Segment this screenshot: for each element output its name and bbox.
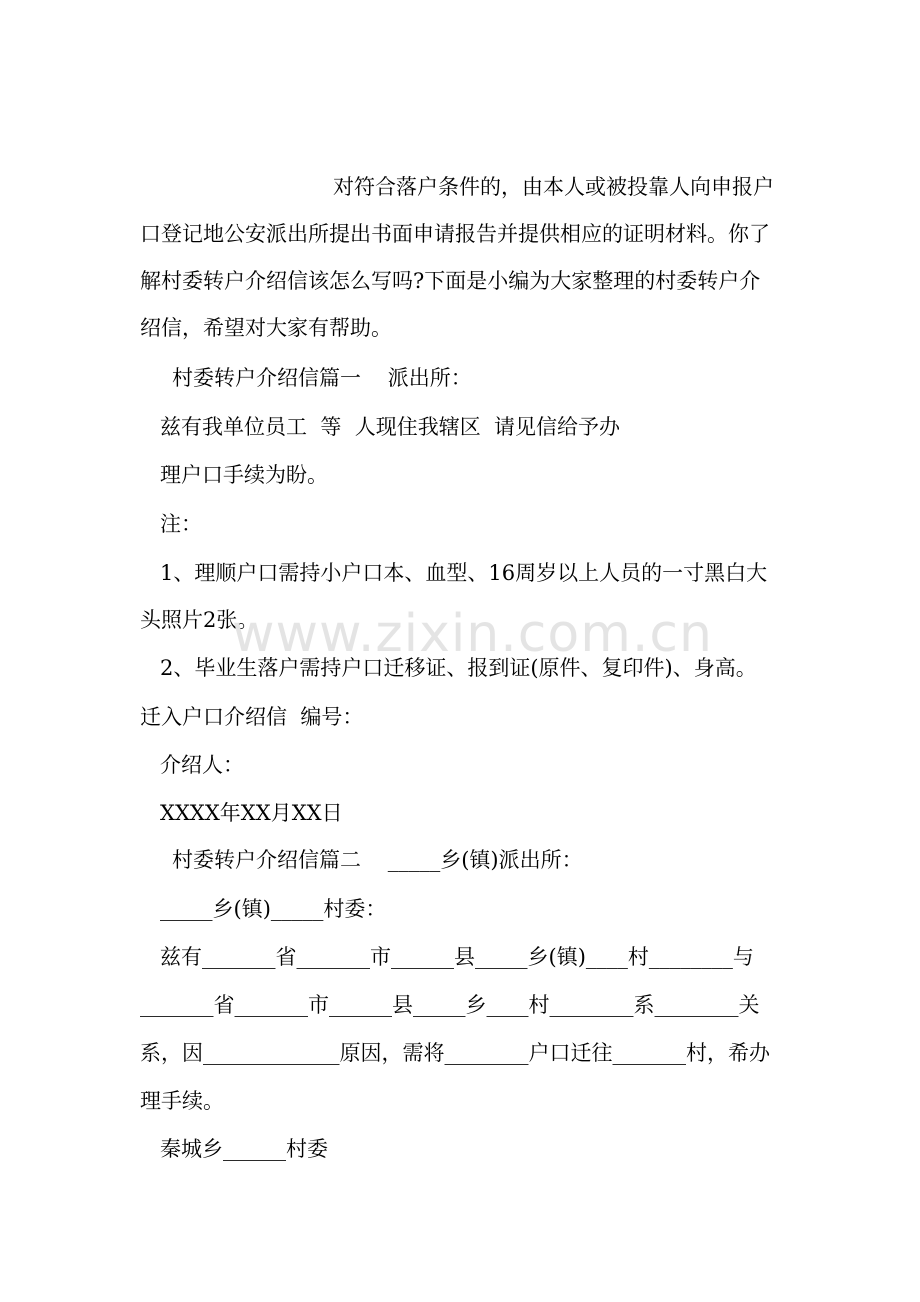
watermark-text: www.zixin.com.cn xyxy=(232,604,713,664)
letter-two-body-3: 系，因_____________原因，需将________户口迁往_______村，希办 xyxy=(140,1041,770,1065)
letter-one-body-2: 理户口手续为盼。 xyxy=(160,463,328,487)
date-line: XXXX年XX月XX日 xyxy=(160,801,343,825)
intro-line-4: 绍信，希望对大家有帮助。 xyxy=(140,316,392,340)
letter-two-heading: 村委转户介绍信篇二 _____乡(镇)派出所： xyxy=(172,848,583,872)
letter-one-heading: 村委转户介绍信篇一 派出所： xyxy=(172,366,472,390)
note-label: 注： xyxy=(160,512,202,536)
note-item-1-line-2: 头照片2张。 xyxy=(140,608,259,632)
introducer-label: 介绍人： xyxy=(160,753,244,777)
signature-line: 秦城乡______村委 xyxy=(160,1137,328,1161)
letter-two-body-2: _______省_______市______县_____乡____村________系________关 xyxy=(140,993,760,1017)
intro-line-3: 解村委转户介绍信该怎么写吗?下面是小编为大家整理的村委转户介 xyxy=(140,269,761,293)
letter-two-body-1: 兹有_______省_______市______县_____乡(镇)____村________与 xyxy=(160,945,754,969)
letter-one-body-1: 兹有我单位员工 等 人现住我辖区 请见信给予办 xyxy=(160,415,621,439)
note-item-1-line-1: 1、理顺户口需持小户口本、血型、16周岁以上人员的一寸黑白大 xyxy=(160,561,768,585)
letter-two-body-4: 理手续。 xyxy=(140,1089,224,1113)
letter-title-number: 迁入户口介绍信 编号： xyxy=(140,705,364,729)
intro-line-2: 口登记地公安派出所提出书面申请报告并提供相应的证明材料。你了 xyxy=(140,222,770,246)
intro-line-1: 对符合落户条件的，由本人或被投靠人向申报户 xyxy=(333,175,774,199)
note-item-2: 2、毕业生落户需持户口迁移证、报到证(原件、复印件)、身高。 xyxy=(160,656,757,680)
letter-two-salutation: _____乡(镇)_____村委： xyxy=(160,897,387,921)
